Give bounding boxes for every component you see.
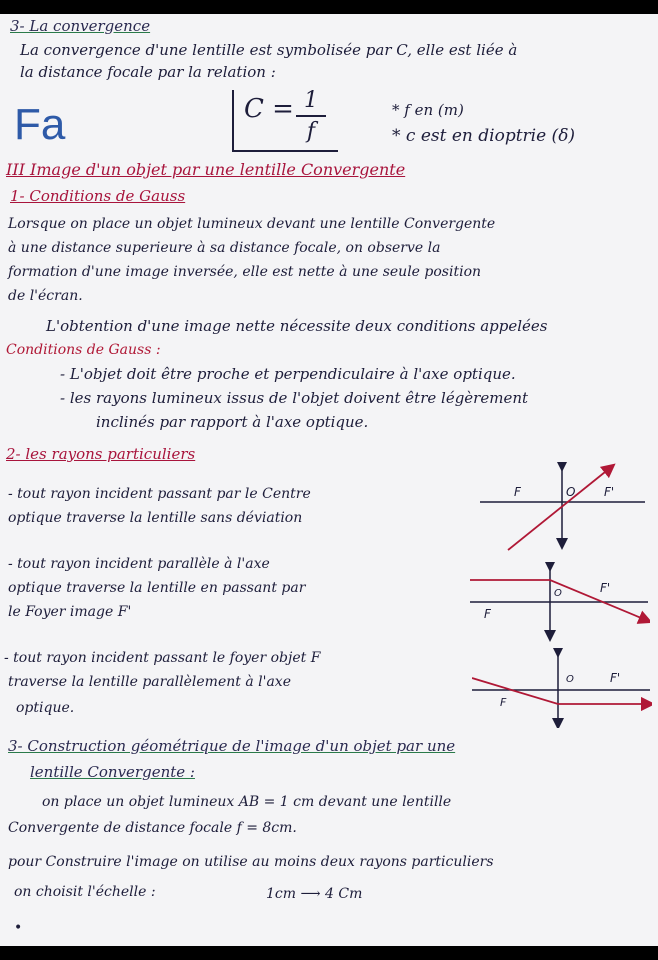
bullet-line: - L'objet doit être proche et perpendiculaire à l'axe optique. (60, 365, 516, 383)
text-line: pour Construire l'image on utilise au moins deux rayons particuliers (8, 854, 494, 870)
unit-note-c: * c est en dioptrie (δ) (392, 126, 576, 146)
rays-title: 2- les rayons particuliers (6, 445, 196, 463)
ray3-line: traverse la lentille parallèlement à l'axe (8, 674, 291, 690)
label-O: O (554, 588, 562, 599)
part-iii-title: III Image d'un objet par une lentille Convergente (6, 160, 406, 179)
label-O: O (566, 674, 574, 685)
diagram-ray-center (480, 462, 650, 552)
ray (508, 468, 610, 550)
text-line: de l'écran. (8, 288, 83, 304)
label-F: F (484, 607, 491, 621)
text-line: Lorsque on place un objet lumineux devant une lentille Convergente (8, 216, 496, 232)
section-title-convergence: 3- La convergence (10, 17, 151, 35)
fa-label: Fa (14, 100, 66, 149)
label-F: F (500, 696, 507, 709)
gauss-label: Conditions de Gauss : (6, 342, 161, 358)
formula-numerator: 1 (304, 88, 318, 113)
label-F: F (514, 485, 521, 499)
notebook-page (0, 14, 658, 946)
bullet-line: inclinés par rapport à l'axe optique. (96, 413, 369, 431)
gauss-title: 1- Conditions de Gauss (10, 187, 186, 205)
ray1-line: optique traverse la lentille sans déviation (8, 510, 303, 526)
bullet-line: - les rayons lumineux issus de l'objet doivent être légèrement (60, 389, 529, 407)
diagram-ray-focus (472, 648, 652, 728)
unit-note-f: * f en (m) (392, 101, 464, 119)
formula-left: C = (244, 94, 294, 124)
ray2-line: - tout rayon incident parallèle à l'axe (8, 556, 270, 572)
formula-denominator: f (306, 119, 316, 144)
ray2-line: optique traverse la lentille en passant par (8, 580, 306, 596)
text-line: formation d'une image inversée, elle est nette à une seule position (8, 264, 482, 280)
text-line: Convergente de distance focale f = 8cm. (8, 820, 297, 836)
ray3-line: - tout rayon incident passant le foyer objet F (4, 650, 321, 666)
text-line: la distance focale par la relation : (20, 63, 276, 81)
ray (470, 580, 646, 620)
label-F-prime: F' (610, 671, 621, 685)
bullet-dot: • (14, 920, 23, 936)
label-F-prime: F' (600, 581, 611, 595)
construction-title: 3- Construction géométrique de l'image d'un objet par une (8, 737, 456, 755)
construction-title-2: lentille Convergente : (30, 763, 195, 781)
ray3-line: optique. (16, 700, 75, 716)
label-F-prime: F' (604, 485, 615, 499)
text-line: on place un objet lumineux AB = 1 cm devant une lentille (42, 794, 452, 810)
ray (472, 678, 648, 704)
ray2-line: le Foyer image F' (8, 604, 132, 620)
text-line: à une distance superieure à sa distance focale, on observe la (8, 240, 441, 256)
text-line: La convergence d'une lentille est symbolisée par C, elle est liée à (20, 41, 518, 59)
ray1-line: - tout rayon incident passant par le Centre (8, 486, 311, 502)
diagram-ray-parallel (470, 562, 650, 642)
formula-fraction (296, 88, 326, 144)
text-line: L'obtention d'une image nette nécessite deux conditions appelées (46, 317, 548, 335)
text-line: on choisit l'échelle : (14, 884, 156, 900)
label-O: O (566, 485, 576, 499)
scale-value: 1cm ⟶ 4 Cm (266, 886, 363, 902)
